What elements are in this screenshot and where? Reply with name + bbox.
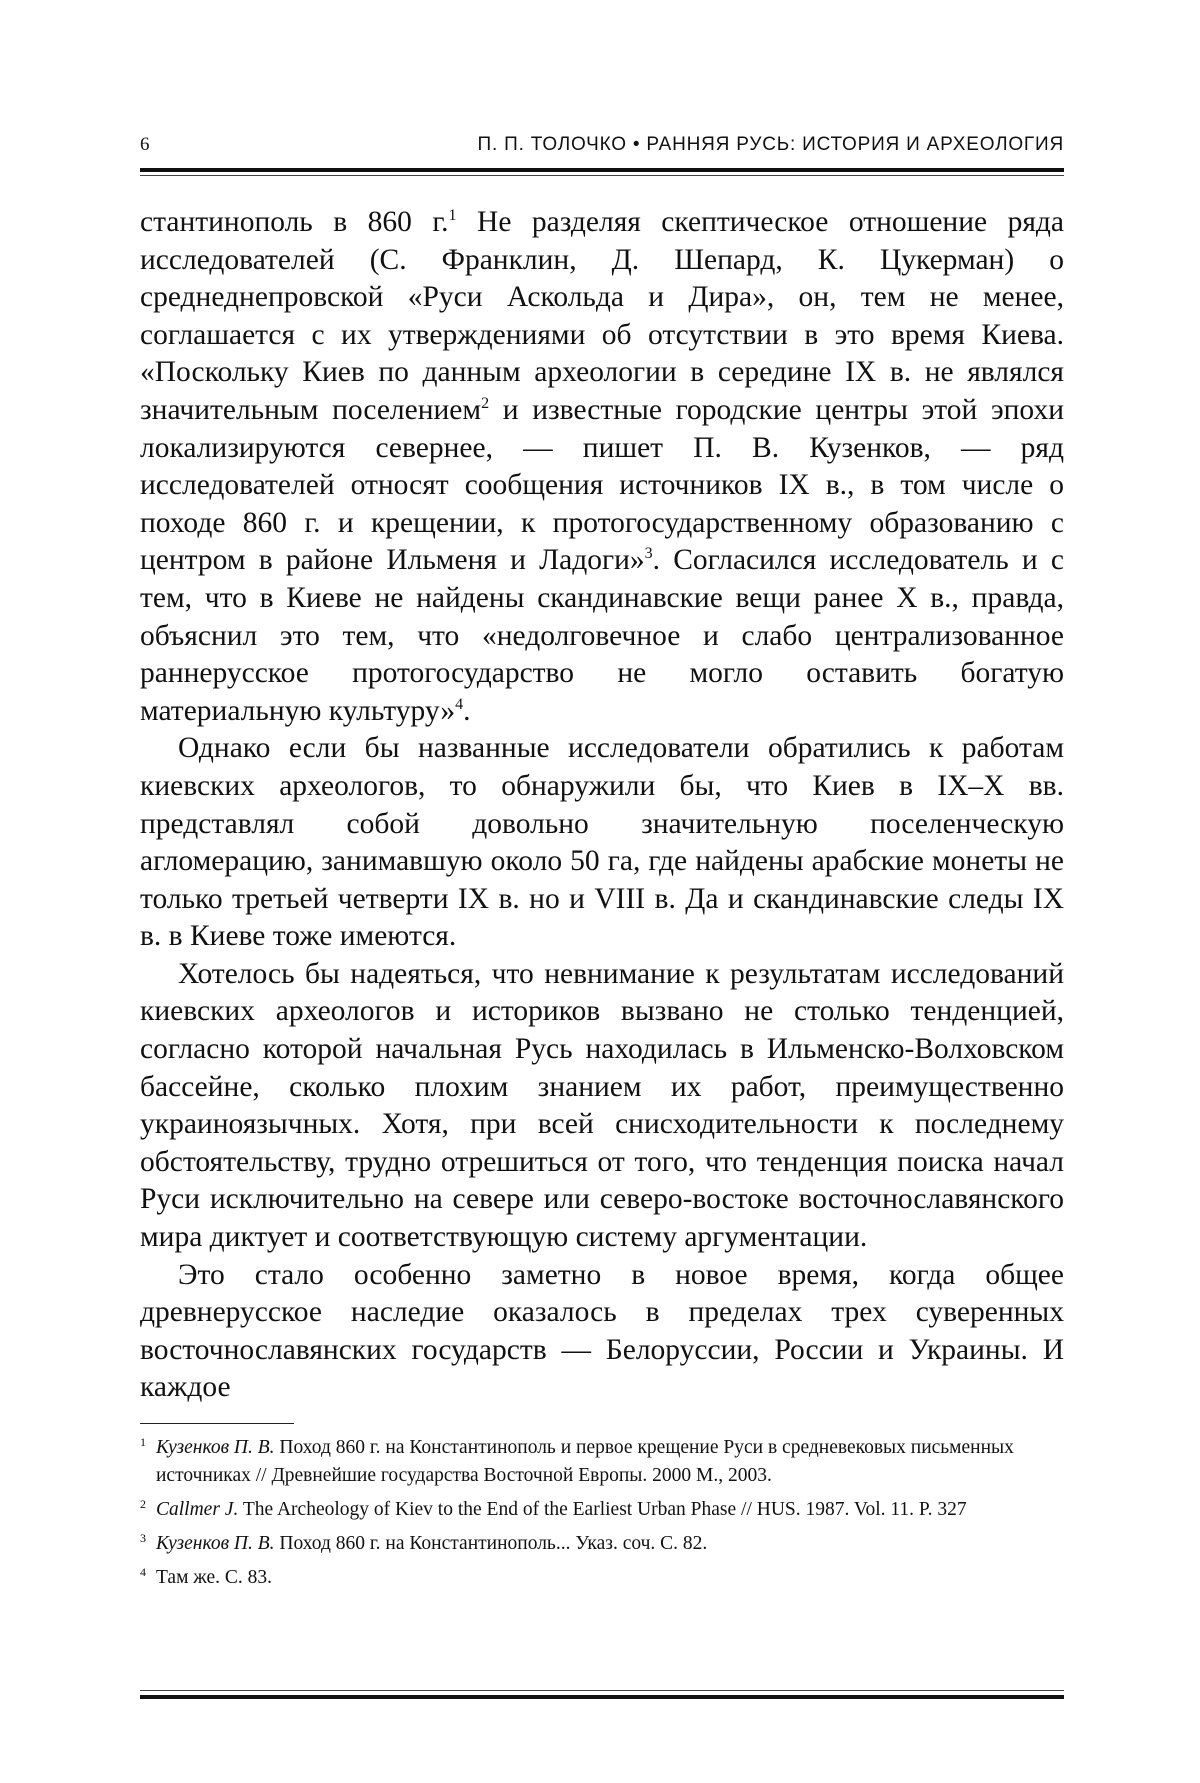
paragraph-2: Однако если бы названные исследователи обратились к работам киевских археологов, то обнаружили бы, что Киев в IX–X вв. представлял собой довольно значительную поселенческую агломерацию, занимавшую около 50 га, где найдены арабские монеты не только третьей четверти IX в. но и VIII в. Да и скандинавские следы IX в. в Киеве тоже имеются. [140, 732, 1064, 953]
footnote-author: Кузенков П. В. [156, 1533, 275, 1554]
footnote-author: Кузенков П. В. [156, 1437, 275, 1458]
footnote-text: Поход 860 г. на Константинополь и первое крещение Руси в средневековых письменных источниках // Древнейшие государства Восточной Европы. 2000 М., 2003. [156, 1437, 1014, 1486]
footnote-ref-2: 2 [481, 395, 490, 413]
main-text [140, 204, 1064, 1407]
header-rule [140, 168, 1064, 172]
paragraph-1-text: и известные городские центры этой эпохи локализируются севернее, — пишет П. В. Кузенков, — ряд исследователей относят сообщения источников IX в., в том числе о походе 860 г. и крещении, к протогосударственному образованию с центром в районе Ильменя и Ладоги» [140, 393, 1064, 577]
footnote-4: $^4$ Там же. С. 83. [140, 1564, 273, 1588]
footnote-2: $^2$ Callmer J. The Archeology of Kiev to the End of the Earliest Urban Phase // HUS. 1987. Vol. 11. P. 327 [140, 1496, 967, 1520]
header-rule-thin [140, 175, 1064, 176]
footnote-3: $^3$ Кузенков П. В. Поход 860 г. на Константинополь... Указ. соч. С. 82. [140, 1530, 708, 1554]
footnote-separator [140, 1423, 294, 1424]
paragraph-4: Это стало особенно заметно в новое время, когда общее древнерусское наследие оказалось в пределах трех суверенных восточнославянских государств — Белоруссии, России и Украины. И каждое [140, 1258, 1064, 1404]
footnote-author: Callmer J. [156, 1499, 239, 1520]
footnote-ref-1: 1 [448, 207, 457, 225]
footer-rule-thin [140, 1690, 1064, 1691]
footnote-text: Там же. С. 83. [156, 1567, 273, 1588]
footnote-ref-4: 4 [455, 695, 464, 713]
footnote-1: $^1$ Кузенков П. В. Поход 860 г. на Константинополь и первое крещение Руси в средневековых письменных источниках // Древнейшие государства Восточной Европы. 2000 М., 2003. [140, 1434, 1014, 1486]
paragraph-1-text: Не разделяя скептическое отношение ряда исследователей (С. Франклин, Д. Шепард, К. Цукерман) о среднеднепровской «Руси Аскольда и Дира», он, тем не менее, соглашается с их утверждениями об отсутствии в это время Киева. «Поскольку Киев по данным археологии в середине IX в. не являлся значительным поселением [140, 206, 1065, 426]
paragraph-1-text: . Согласился исследователь и с тем, что в Киеве не найдены скандинавские вещи ранее X в., правда, объяснил это тем, что «недолговечное и слабо централизованное раннерусское протогосударство не могло оставить богатую материальную культуру» [140, 544, 1064, 727]
running-title: П. П. ТОЛОЧКО • РАННЯЯ РУСЬ: ИСТОРИЯ И АРХЕОЛОГИЯ [477, 134, 1064, 155]
paragraph-1 [140, 204, 1064, 730]
paragraph-1-text: . [463, 694, 471, 727]
footnote-ref-3: 3 [644, 545, 653, 563]
footer-rule [140, 1695, 1064, 1699]
paragraph-1-text: стантинополь в 860 г. [140, 206, 449, 238]
running-header [140, 126, 1064, 162]
footnote-text: Поход 860 г. на Константинополь... Указ. соч. С. 82. [274, 1533, 708, 1554]
footnote-text: The Archeology of Kiev to the End of the Earliest Urban Phase // HUS. 1987. Vol. 11. P. 327 [238, 1499, 967, 1520]
paragraph-3: Хотелось бы надеяться, что невнимание к результатам исследований киевских археологов и историков вызвано не столько тенденцией, согласно которой начальная Русь находилась в Ильменско-Волховском бассейне, сколько плохим знанием их работ, преимущественно украиноязычных. Хотя, при всей снисходительности к последнему обстоятельству, трудно отрешиться от того, что тенденция поиска начал Руси исключительно на севере или северо-востоке восточнославянского мира диктует и соответствующую систему аргументации. [140, 957, 1064, 1254]
page-number: 6 [140, 134, 150, 155]
footnotes [140, 1434, 1064, 1598]
